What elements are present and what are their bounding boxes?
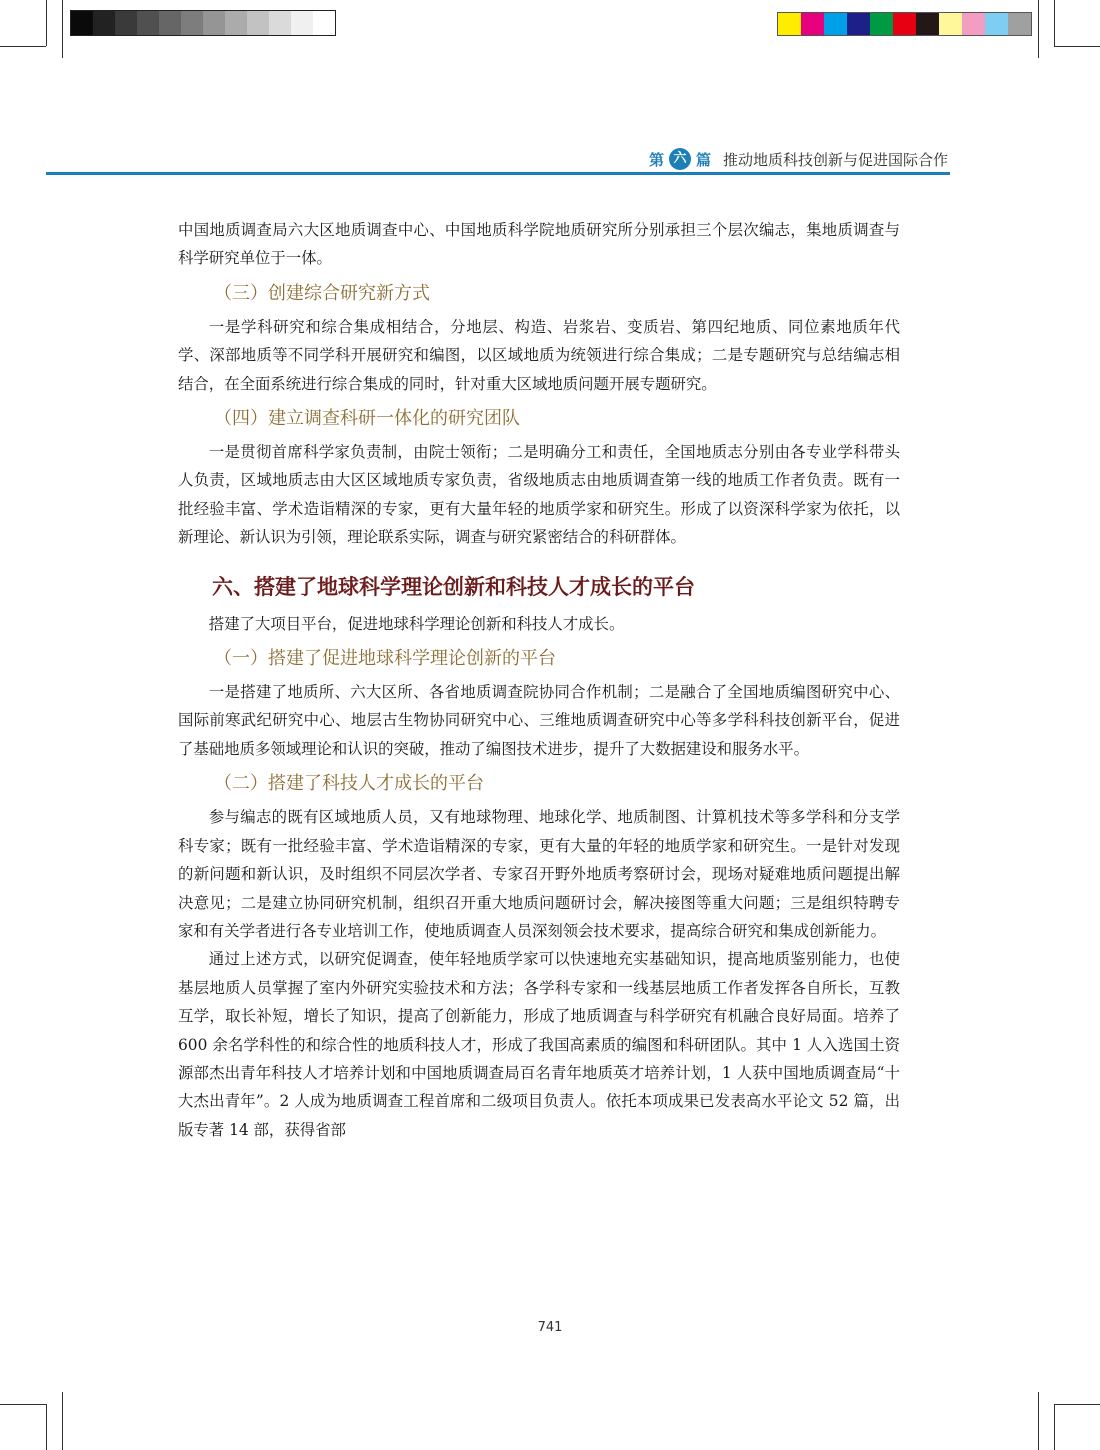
crop-mark-bottom-right-v — [1054, 1404, 1055, 1450]
part-prefix: 第 — [648, 150, 664, 169]
page-body — [178, 216, 900, 1144]
color-swatch — [939, 13, 962, 35]
gray-swatch — [247, 11, 269, 35]
part-number-badge: 六 — [669, 148, 691, 170]
gray-swatch — [137, 11, 159, 35]
color-swatch — [801, 13, 824, 35]
running-header — [46, 138, 950, 175]
gray-swatch — [93, 11, 115, 35]
paragraph-3: 一是贯彻首席科学家负责制，由院士领衔；二是明确分工和责任，全国地质志分别由各专业学科带头人负责，区域地质志由大区区域地质专家负责，省级地质志由地质调查第一线的地质工作者负责。既有一批经验丰富、学术造诣精深的专家，更有大量年轻的地质学家和研究生。形成了以资深科学家为依托，以新理论、新认识为引领，理论联系实际，调查与研究紧密结合的科研群体。 — [178, 443, 900, 547]
crop-mark-bottom-right-v2 — [1038, 1392, 1039, 1450]
crop-mark-bottom-left-v — [46, 1404, 47, 1450]
color-swatch — [962, 13, 985, 35]
subheading-3: （三）创建综合研究新方式 — [214, 282, 430, 304]
crop-mark-bottom-right-h — [1054, 1404, 1100, 1405]
gray-swatch — [71, 11, 93, 35]
gray-swatch — [269, 11, 291, 35]
gray-swatch — [225, 11, 247, 35]
crop-mark-bottom-left-v2 — [62, 1392, 63, 1450]
paragraph-1: 中国地质调查局六大区地质调查中心、中国地质科学院地质研究所分别承担三个层次编志，集地质调查与科学研究单位于一体。 — [178, 221, 900, 268]
color-swatch — [916, 13, 939, 35]
section-heading-6: 六、搭建了地球科学理论创新和科技人才成长的平台 — [212, 574, 695, 599]
gray-swatch — [291, 11, 313, 35]
grayscale-calibration-bar — [70, 10, 336, 36]
color-swatch — [893, 13, 916, 35]
crop-mark-top-left-h — [0, 46, 46, 47]
color-swatch — [847, 13, 870, 35]
color-swatch — [985, 13, 1008, 35]
part-suffix: 篇 — [695, 150, 711, 169]
color-calibration-bar — [777, 12, 1032, 36]
color-swatch — [1008, 13, 1031, 35]
gray-swatch — [115, 11, 137, 35]
crop-mark-bottom-left-h — [0, 1404, 46, 1405]
gray-swatch — [203, 11, 225, 35]
paragraph-6: 参与编志的既有区域地质人员，又有地球物理、地球化学、地质制图、计算机技术等多学科和分支学科专家；既有一批经验丰富、学术造诣精深的专家，更有大量的年轻的地质学家和研究生。一是针对发现的新问题和新认识，及时组织不同层次学者、专家召开野外地质考察研讨会，现场对疑难地质问题提出解决意见；二是建立协同研究机制，组织召开重大地质问题研讨会，解决接图等重大问题；三是组织特聘专家和有关学者进行各专业培训工作，使地质调查人员深刻领会技术要求，提高综合研究和集成创新能力。 — [178, 808, 900, 940]
subheading-1: （一）搭建了促进地球科学理论创新的平台 — [214, 648, 556, 670]
subheading-4: （四）建立调查科研一体化的研究团队 — [214, 408, 520, 430]
crop-mark-top-right-v — [1054, 0, 1055, 46]
section-title: 推动地质科技创新与促进国际合作 — [722, 150, 948, 169]
paragraph-4: 搭建了大项目平台，促进地球科学理论创新和科技人才成长。 — [208, 614, 625, 633]
running-header-text — [649, 148, 948, 170]
crop-mark-top-right-v2 — [1038, 0, 1039, 58]
gray-swatch — [313, 11, 335, 35]
paragraph-5: 一是搭建了地质所、六大区所、各省地质调查院协同合作机制；二是融合了全国地质编图研究中心、国际前寒武纪研究中心、地层古生物协同研究中心、三维地质调查研究中心等多学科科技创新平台，促进了基础地质多领域理论和认识的突破，推动了编图技术进步，提升了大数据建设和服务水平。 — [178, 683, 900, 758]
gray-swatch — [181, 11, 203, 35]
gray-swatch — [159, 11, 181, 35]
paragraph-7: 通过上述方式，以研究促调查，使年轻地质学家可以快速地充实基础知识，提高地质鉴别能力，也使基层地质人员掌握了室内外研究实验技术和方法；各学科专家和一线基层地质工作者发挥各自所长，互教互学，取长补短，增长了知识，提高了创新能力，形成了地质调查与科学研究有机融合良好局面。培养了 600 余名学科性的和综合性的地质科技人才，形成了我国高素质的编图和科研团队。其中 1 人入选国土资源部杰出青年科技人才培养计划和中国地质调查局百名青年地质英才培养计划，1 人获中国地质调查局“十大杰出青年”。2 人成为地质调查工程首席和二级项目负责人。依托本项成果已发表高水平论文 52 篇，出版专著 14 部，获得省部 — [178, 950, 900, 1139]
page-number: 741 — [537, 1320, 563, 1335]
subheading-2: （二）搭建了科技人才成长的平台 — [214, 773, 484, 795]
paragraph-2: 一是学科研究和综合集成相结合，分地层、构造、岩浆岩、变质岩、第四纪地质、同位素地质年代学、深部地质等不同学科开展研究和编图，以区域地质为统领进行综合集成；二是专题研究与总结编志相结合，在全面系统进行综合集成的同时，针对重大区域地质问题开展专题研究。 — [178, 317, 900, 393]
color-swatch — [870, 13, 893, 35]
color-swatch — [778, 13, 801, 35]
color-swatch — [824, 13, 847, 35]
crop-mark-top-right-h — [1054, 46, 1100, 47]
crop-mark-top-left-v — [46, 0, 47, 46]
crop-mark-top-left-v2 — [62, 0, 63, 58]
